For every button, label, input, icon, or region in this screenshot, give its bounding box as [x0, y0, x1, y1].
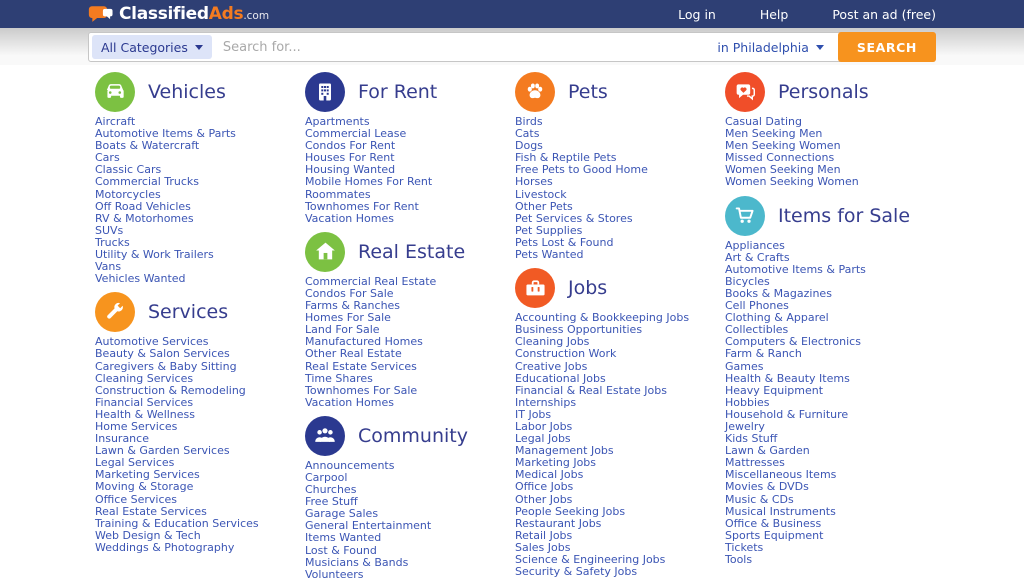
wrench-icon — [95, 292, 135, 332]
category-column — [95, 72, 291, 554]
subcategory-link[interactable]: IT Jobs — [515, 407, 552, 421]
subcategory-list — [305, 460, 501, 581]
subcategory-link[interactable]: Pets Wanted — [515, 248, 584, 262]
site-name: ClassifiedAds.com — [119, 4, 270, 24]
category-title: Jobs — [568, 277, 608, 300]
subcategory-link[interactable]: Collectibles — [725, 323, 789, 337]
subcategory-link[interactable]: Livestock — [515, 187, 567, 201]
category-header-vehicles[interactable] — [95, 72, 291, 112]
subcategory-list — [725, 240, 921, 567]
category-header-for-rent[interactable] — [305, 72, 501, 112]
subcategory-link[interactable]: Free Stuff — [305, 495, 358, 509]
category-title: Community — [358, 424, 468, 447]
category-title: Pets — [568, 81, 608, 103]
subcategory-link[interactable]: Sports Equipment — [725, 528, 824, 542]
category-section-personals — [725, 72, 921, 189]
subcategory-link[interactable]: Heavy Equipment — [725, 383, 824, 397]
subcategory-link[interactable]: Horses — [515, 175, 553, 189]
subcategory-link[interactable]: General Entertainment — [305, 519, 432, 533]
subcategory-link[interactable]: Legal Jobs — [515, 432, 571, 446]
subcategory-list — [95, 336, 291, 554]
category-section-for-rent — [305, 72, 501, 225]
subcategory-link[interactable]: Apartments — [305, 115, 370, 128]
subcategory-link[interactable]: Manufactured Homes — [305, 335, 423, 349]
subcategory-link[interactable]: Movies & DVDs — [725, 480, 809, 494]
subcategory-link[interactable]: Sales Jobs — [515, 540, 571, 554]
subcategory-link[interactable]: Weddings & Photography — [95, 540, 235, 554]
subcategory-link[interactable]: Clothing & Apparel — [725, 311, 829, 325]
cart-icon — [725, 196, 765, 236]
subcategory-link[interactable]: Housing Wanted — [305, 163, 396, 177]
category-section-services — [95, 292, 291, 554]
subcategory-list — [305, 116, 501, 225]
subcategory-link[interactable]: Jewelry — [725, 419, 765, 433]
subcategory-link[interactable]: Condos For Rent — [305, 139, 396, 153]
subcategory-link[interactable]: Automotive Services — [95, 335, 209, 349]
subcategory-link[interactable]: Automotive Items & Parts — [95, 127, 236, 141]
category-dropdown[interactable] — [92, 35, 212, 59]
subcategory-link[interactable]: Construction Work — [515, 347, 617, 361]
briefcase-icon — [515, 268, 555, 308]
subcategory-link[interactable]: Beauty & Salon Services — [95, 347, 230, 361]
chevron-down-icon — [816, 45, 824, 50]
subcategory-link[interactable]: Security & Safety Jobs — [515, 565, 638, 579]
subcategory-link[interactable]: Educational Jobs — [515, 371, 606, 385]
subcategory-link[interactable]: Real Estate Services — [95, 504, 207, 518]
search-bar — [88, 32, 936, 62]
subcategory-link[interactable]: Lawn & Garden Services — [95, 444, 230, 458]
subcategory-link[interactable]: Appliances — [725, 238, 785, 252]
subcategory-link[interactable]: Accounting & Bookkeeping Jobs — [515, 311, 690, 325]
category-title: Services — [148, 301, 229, 324]
subcategory-link[interactable]: Training & Education Services — [95, 516, 259, 530]
category-title: Personals — [778, 81, 869, 103]
subcategory-link[interactable]: Women Seeking Men — [725, 163, 841, 177]
category-title: Real Estate — [358, 240, 466, 263]
subcategory-link[interactable]: Men Seeking Men — [725, 127, 823, 141]
category-section-items-for-sale — [725, 196, 921, 567]
subcategory-link[interactable]: Marketing Jobs — [515, 456, 597, 470]
subcategory-link[interactable]: Games — [725, 359, 764, 373]
subcategory-link[interactable]: Commercial Lease — [305, 127, 407, 141]
subcategory-link[interactable]: Commercial Real Estate — [305, 274, 437, 288]
subcategory-link[interactable]: RV & Motorhomes — [95, 211, 194, 225]
subcategory-link[interactable]: Townhomes For Sale — [305, 383, 418, 397]
subcategory-link[interactable]: Hobbies — [725, 395, 770, 409]
subcategory-link[interactable]: Homes For Sale — [305, 311, 391, 325]
subcategory-link[interactable]: Cleaning Jobs — [515, 335, 590, 349]
car-icon — [95, 72, 135, 112]
category-title: Vehicles — [148, 81, 226, 103]
help-link[interactable]: Help — [759, 6, 789, 22]
subcategory-link[interactable]: Pet Services & Stores — [515, 211, 633, 225]
subcategory-link[interactable]: Men Seeking Women — [725, 139, 841, 153]
location-dropdown[interactable] — [717, 40, 824, 55]
subcategory-link[interactable]: Trucks — [95, 235, 130, 249]
subcategory-link[interactable]: Business Opportunities — [515, 323, 643, 337]
category-column — [305, 72, 501, 581]
subcategory-link[interactable]: Carpool — [305, 470, 348, 484]
subcategory-link[interactable]: Churches — [305, 483, 357, 497]
subcategory-link[interactable]: Other Real Estate — [305, 347, 402, 361]
subcategory-link[interactable]: Automotive Items & Parts — [725, 262, 866, 276]
subcategory-link[interactable]: Management Jobs — [515, 444, 614, 458]
subcategory-link[interactable]: Announcements — [305, 458, 395, 472]
subcategory-link[interactable]: Financial & Real Estate Jobs — [515, 383, 667, 397]
subcategory-link[interactable]: Kids Stuff — [725, 432, 778, 446]
subcategory-link[interactable]: Retail Jobs — [515, 528, 573, 542]
subcategory-link[interactable]: Commercial Trucks — [95, 175, 200, 189]
subcategory-link[interactable]: Cleaning Services — [95, 371, 194, 385]
subcategory-link[interactable]: Medical Jobs — [515, 468, 584, 482]
speech-bubble-logo-icon — [88, 4, 114, 25]
subcategory-link[interactable]: Condos For Sale — [305, 286, 394, 300]
subcategory-link[interactable]: Land For Sale — [305, 323, 380, 337]
category-header-real-estate[interactable] — [305, 232, 501, 272]
subcategory-link[interactable]: Off Road Vehicles — [95, 199, 191, 213]
subcategory-link[interactable]: Garage Sales — [305, 507, 379, 521]
subcategory-link[interactable]: People Seeking Jobs — [515, 504, 626, 518]
subcategory-link[interactable]: Fish & Reptile Pets — [515, 151, 617, 165]
category-column — [725, 72, 921, 566]
people-icon — [305, 416, 345, 456]
subcategory-link[interactable]: Casual Dating — [725, 115, 802, 128]
subcategory-link[interactable]: Pet Supplies — [515, 223, 583, 237]
subcategory-link[interactable]: Items Wanted — [305, 531, 382, 545]
subcategory-link[interactable]: Art & Crafts — [725, 250, 790, 264]
category-section-community — [305, 416, 501, 581]
subcategory-list — [305, 276, 501, 409]
subcategory-link[interactable]: Legal Services — [95, 456, 175, 470]
subcategory-link[interactable]: Vehicles Wanted — [95, 272, 186, 286]
subcategory-link[interactable]: Farms & Ranches — [305, 299, 401, 313]
subcategory-link[interactable]: Vans — [95, 260, 122, 274]
subcategory-link[interactable]: Other Jobs — [515, 492, 573, 506]
subcategory-link[interactable]: Science & Engineering Jobs — [515, 553, 666, 566]
subcategory-list — [725, 116, 921, 189]
subcategory-link[interactable]: Internships — [515, 395, 577, 409]
category-title: Items for Sale — [778, 204, 911, 227]
subcategory-link[interactable]: Classic Cars — [95, 163, 162, 177]
subcategory-list — [515, 312, 711, 578]
top-navbar — [0, 0, 1024, 28]
subcategory-link[interactable]: Office Jobs — [515, 480, 574, 494]
subcategory-link[interactable]: Missed Connections — [725, 151, 835, 165]
subcategory-link[interactable]: Townhomes For Rent — [305, 199, 419, 213]
post-ad-link[interactable]: Post an ad (free) — [832, 6, 936, 22]
search-band — [0, 28, 1024, 65]
chevron-down-icon — [195, 45, 203, 50]
navbar-links — [678, 7, 936, 22]
subcategory-link[interactable]: Tools — [725, 553, 753, 566]
subcategory-link[interactable]: Vacation Homes — [305, 211, 394, 225]
category-header-community[interactable] — [305, 416, 501, 456]
subcategory-link[interactable]: Health & Beauty Items — [725, 371, 850, 385]
category-header-pets[interactable] — [515, 72, 711, 112]
subcategory-link[interactable]: Volunteers — [305, 567, 364, 581]
category-section-real-estate — [305, 232, 501, 409]
subcategory-link[interactable]: Motorcycles — [95, 187, 161, 201]
site-logo[interactable] — [88, 4, 269, 25]
category-section-pets — [515, 72, 711, 261]
subcategory-link[interactable]: Musicians & Bands — [305, 555, 409, 569]
subcategory-link[interactable]: Free Pets to Good Home — [515, 163, 648, 177]
subcategory-link[interactable]: Music & CDs — [725, 492, 794, 506]
location-dropdown-label: in Philadelphia — [717, 39, 809, 55]
subcategory-link[interactable]: Moving & Storage — [95, 480, 194, 494]
subcategory-link[interactable]: Miscellaneous Items — [725, 468, 837, 482]
chat-heart-icon — [725, 72, 765, 112]
subcategory-link[interactable]: Time Shares — [305, 371, 373, 385]
subcategory-link[interactable]: Web Design & Tech — [95, 528, 201, 542]
subcategory-link[interactable]: Cats — [515, 127, 540, 141]
subcategory-link[interactable]: SUVs — [95, 223, 124, 237]
subcategory-link[interactable]: Boats & Watercraft — [95, 139, 200, 153]
subcategory-link[interactable]: Tickets — [725, 540, 764, 554]
subcategory-link[interactable]: Utility & Work Trailers — [95, 248, 214, 262]
subcategory-link[interactable]: Computers & Electronics — [725, 335, 861, 349]
subcategory-link[interactable]: Roommates — [305, 187, 371, 201]
subcategory-link[interactable]: Financial Services — [95, 395, 194, 409]
subcategory-link[interactable]: Creative Jobs — [515, 359, 588, 373]
subcategory-link[interactable]: Mattresses — [725, 456, 785, 470]
subcategory-link[interactable]: Mobile Homes For Rent — [305, 175, 433, 189]
subcategory-link[interactable]: Real Estate Services — [305, 359, 417, 373]
subcategory-list — [95, 116, 291, 285]
category-title: For Rent — [358, 81, 438, 103]
subcategory-link[interactable]: Musical Instruments — [725, 504, 836, 518]
subcategory-link[interactable]: Dogs — [515, 139, 543, 153]
subcategory-link[interactable]: Lost & Found — [305, 543, 377, 557]
subcategory-link[interactable]: Office Services — [95, 492, 177, 506]
subcategory-link[interactable]: Labor Jobs — [515, 419, 573, 433]
login-link[interactable]: Log in — [678, 6, 716, 22]
subcategory-link[interactable]: Pets Lost & Found — [515, 235, 614, 249]
subcategory-list — [515, 116, 711, 261]
house-icon — [305, 232, 345, 272]
search-button[interactable]: SEARCH — [838, 32, 936, 62]
subcategory-link[interactable]: Construction & Remodeling — [95, 383, 246, 397]
building-icon — [305, 72, 345, 112]
category-grid — [88, 65, 1024, 581]
subcategory-link[interactable]: Birds — [515, 115, 543, 128]
category-section-jobs — [515, 268, 711, 578]
category-header-services[interactable] — [95, 292, 291, 332]
search-input[interactable] — [212, 33, 718, 61]
category-header-items-for-sale[interactable] — [725, 196, 921, 236]
subcategory-link[interactable]: Insurance — [95, 432, 149, 446]
category-header-personals[interactable] — [725, 72, 921, 112]
subcategory-link[interactable]: Office & Business — [725, 516, 822, 530]
paw-icon — [515, 72, 555, 112]
subcategory-link[interactable]: Household & Furniture — [725, 407, 849, 421]
category-dropdown-label: All Categories — [101, 39, 188, 55]
subcategory-link[interactable]: Restaurant Jobs — [515, 516, 602, 530]
category-header-jobs[interactable] — [515, 268, 711, 308]
subcategory-link[interactable]: Marketing Services — [95, 468, 200, 482]
subcategory-link[interactable]: Women Seeking Women — [725, 175, 859, 189]
subcategory-link[interactable]: Houses For Rent — [305, 151, 395, 165]
subcategory-link[interactable]: Vacation Homes — [305, 395, 394, 409]
category-section-vehicles — [95, 72, 291, 285]
subcategory-link[interactable]: Lawn & Garden — [725, 444, 810, 458]
subcategory-link[interactable]: Cars — [95, 151, 120, 165]
subcategory-link[interactable]: Health & Wellness — [95, 407, 196, 421]
subcategory-link[interactable]: Caregivers & Baby Sitting — [95, 359, 237, 373]
subcategory-link[interactable]: Farm & Ranch — [725, 347, 802, 361]
subcategory-link[interactable]: Cell Phones — [725, 299, 789, 313]
subcategory-link[interactable]: Bicycles — [725, 274, 770, 288]
subcategory-link[interactable]: Other Pets — [515, 199, 573, 213]
category-column — [515, 72, 711, 578]
subcategory-link[interactable]: Books & Magazines — [725, 286, 832, 300]
subcategory-link[interactable]: Aircraft — [95, 115, 136, 128]
subcategory-link[interactable]: Home Services — [95, 419, 178, 433]
